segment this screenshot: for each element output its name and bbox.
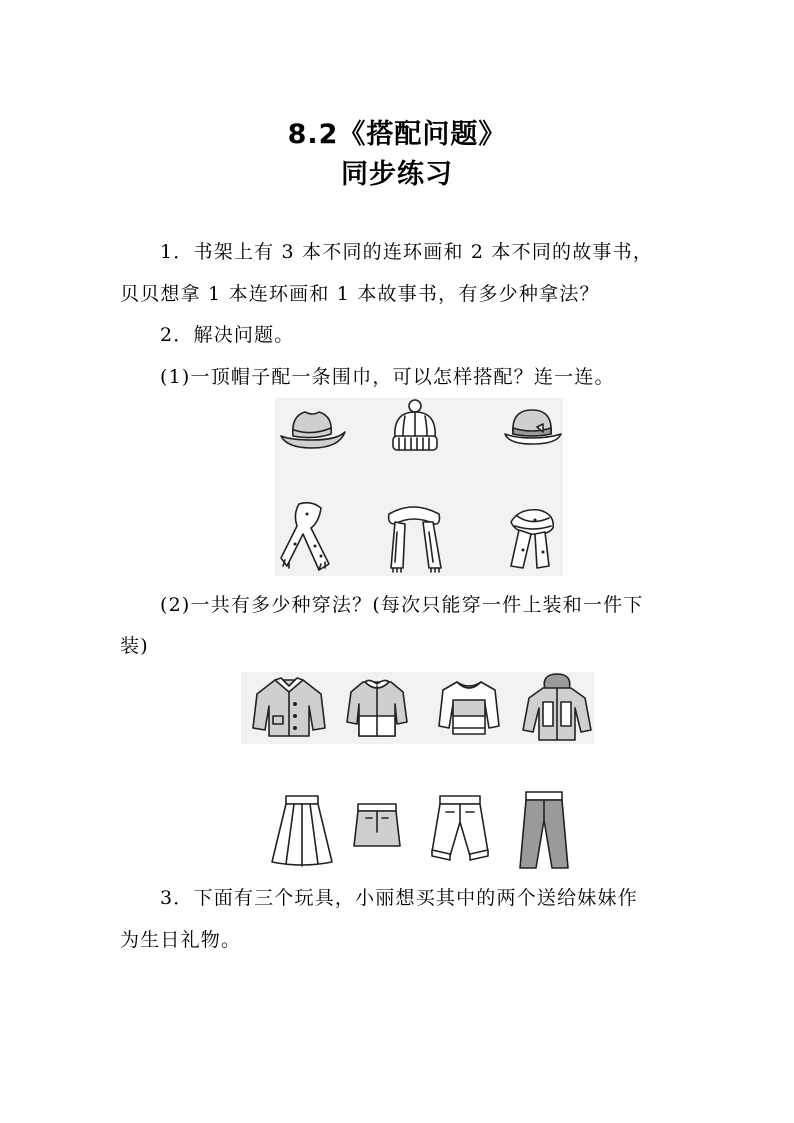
knotted-scarf-icon: [281, 498, 333, 574]
knit-beanie-icon: [387, 398, 443, 456]
tops-figure: [241, 672, 594, 744]
question-1-line-2: 贝贝想拿 1 本连环画和 1 本故事书，有多少种拿法？: [120, 283, 600, 305]
document-subtitle: 同步练习: [341, 159, 453, 190]
hats-scarves-figure: [275, 398, 563, 576]
question-2-part-2-line-2: 装): [120, 635, 149, 657]
shorts-icon: [430, 794, 490, 864]
jacket-icon: [251, 676, 327, 740]
sweater-icon: [437, 678, 501, 738]
document-title: 8.2《搭配问题》: [287, 119, 507, 150]
question-2-part-1: (1)一顶帽子配一条围巾，可以怎样搭配？连一连。: [160, 366, 615, 388]
blouse-icon: [345, 676, 409, 740]
flared-skirt-icon: [270, 794, 334, 866]
question-2-heading: 2．解决问题。: [160, 324, 295, 346]
draped-scarf-icon: [383, 502, 445, 574]
hooded-coat-icon: [521, 672, 593, 744]
question-2-part-2-line-1: (2)一共有多少种穿法？(每次只能穿一件上装和一件下: [160, 594, 644, 616]
cowboy-hat-icon: [277, 402, 347, 452]
trousers-icon: [518, 790, 570, 870]
question-3-line-1: 3．下面有三个玩具，小丽想买其中的两个送给妹妹作: [160, 887, 638, 909]
wrapped-scarf-icon: [505, 504, 559, 574]
question-1-line-1: 1．书架上有 3 本不同的连环画和 2 本不同的故事书，: [160, 241, 654, 263]
question-3-line-2: 为生日礼物。: [120, 929, 242, 951]
bowler-hat-icon: [501, 404, 563, 448]
bottoms-figure: [262, 788, 590, 870]
short-skirt-icon: [352, 802, 402, 850]
